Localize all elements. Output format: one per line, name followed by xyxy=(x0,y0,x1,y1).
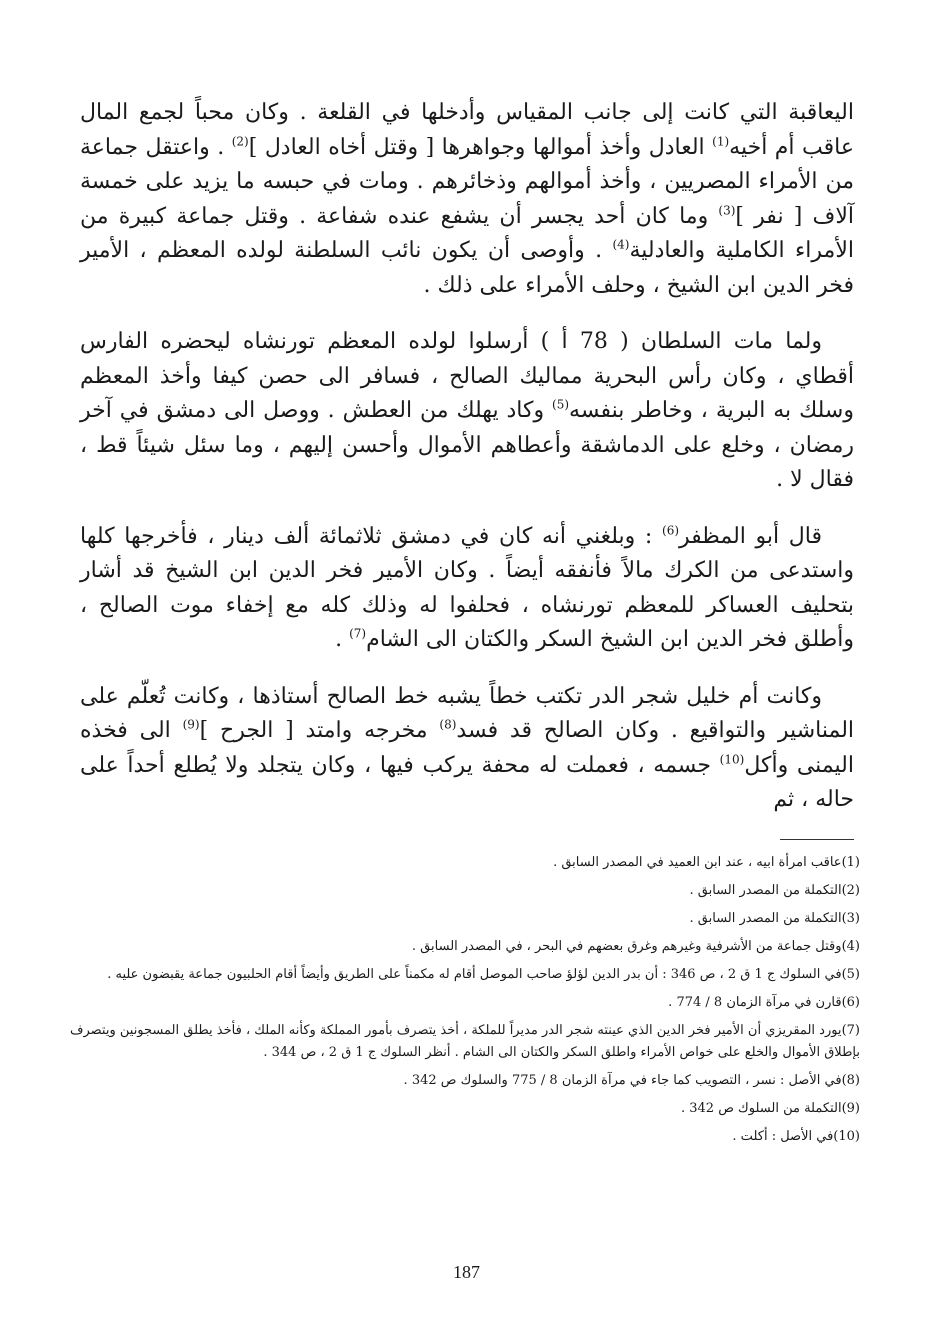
paragraph xyxy=(80,520,854,658)
footnote xyxy=(70,964,860,986)
footnote-number: (2) xyxy=(841,883,860,898)
footnote-ref: (2) xyxy=(231,134,249,149)
footnote-text: عاقب امرأة ابيه ، عند ابن العميد في المصدر السابق . xyxy=(553,855,842,870)
main-text xyxy=(80,96,854,818)
footnote xyxy=(70,852,860,874)
footnote-ref: (4) xyxy=(612,237,630,252)
footnote-text: التكملة من السلوك ص 342 . xyxy=(680,1100,842,1116)
footnote xyxy=(70,1126,860,1148)
footnote-ref: (3) xyxy=(718,203,736,218)
text-run: وكانت أم خليل شجر الدر تكتب خطاً يشبه خط الصالح أستاذها ، وكانت تُعلّم على المناشير والتواقيع . وكان الصالح قد فسد xyxy=(80,683,855,743)
text-run: : وبلغني أنه كان في دمشق ثلاثمائة ألف دينار ، فأخرجها كلها واستدعى من الكرك مالاً فأنفقه أيضاً . وكان الأمير فخر الدين ابن الشيخ قد أشار بتحليف العساكر للمعظم تورنشاه ، فحلفوا له وذلك كله مع إخفاء موت الصالح ، وأطلق فخر الدين ابن الشيخ السكر والكتان الى الشام xyxy=(80,523,854,652)
text-run: العادل وأخذ أموالها وجواهرها [ وقتل أخاه العادل ] xyxy=(248,134,713,160)
footnote-number: (1) xyxy=(841,855,860,870)
footnote-ref: (5) xyxy=(552,397,570,412)
footnote xyxy=(70,880,860,902)
text-run: وما كان أحد يجسر أن يشفع عنده شفاعة . وقتل جماعة كبيرة من الأمراء الكاملية والعادلية xyxy=(80,203,854,263)
footnote-text: وقتل جماعة من الأشرفية وغيرهم وغرق بعضهم في البحر ، في المصدر السابق . xyxy=(411,939,842,954)
footnote-ref: (7) xyxy=(349,626,367,641)
footnote-number: (8) xyxy=(841,1072,860,1088)
footnote-number: (4) xyxy=(841,939,860,954)
text-run: اليعاقبة التي كانت إلى جانب المقياس وأدخلها في القلعة . وكان محباً لجمع المال عاقب أم أخيه xyxy=(80,100,854,160)
paragraph xyxy=(80,325,854,498)
footnote xyxy=(70,1098,860,1120)
footnote-ref: (9) xyxy=(182,717,200,732)
footnotes xyxy=(70,852,860,1154)
text-run: الى فخذه اليمنى وأكل xyxy=(80,718,854,778)
footnote xyxy=(70,992,860,1014)
text-run: . وأوصى أن يكون نائب السلطنة لولده المعظم ، الأمير فخر الدين ابن الشيخ ، وحلف الأمراء على ذلك . xyxy=(80,238,854,298)
footnote xyxy=(70,1070,860,1092)
footnote xyxy=(70,1020,860,1063)
footnote-ref: (6) xyxy=(662,523,680,538)
text-run: ولما مات السلطان ( 78 أ ) أرسلوا لولده المعظم تورنشاه ليحضره الفارس أقطاي ، وكان رأس البحرية مماليك الصالح ، فسافر الى حصن كيفا وأخذ المعظم وسلك به البرية ، وخاطر بنفسه xyxy=(80,329,854,423)
footnote-text: يورد المقريزي أن الأمير فخر الدين الذي عينته شجر الدر مديراً للملكة ، أخذ يتصرف بأمور المملكة وكأنه الملك ، فأخذ يطلق المسجونين ويتصرف بإطلاق الأموال والخلع على خواص الأمراء واطلق السكر والكتان الى الشام . أنظر السلوك ج 1 ق 2 ، ص 344 . xyxy=(70,1023,860,1060)
footnote-ref: (8) xyxy=(439,717,457,732)
footnote-text: التكملة من المصدر السابق . xyxy=(689,883,842,898)
footnote-ref: (10) xyxy=(719,752,745,767)
page-number: 187 xyxy=(453,1262,480,1282)
footnote-text: قارن في مرآة الزمان 8 / 774 . xyxy=(668,995,842,1010)
footnote-number: (6) xyxy=(841,995,860,1010)
footnote-ref: (1) xyxy=(712,134,730,149)
footnote-number: (5) xyxy=(841,967,860,982)
text-run: . xyxy=(335,627,350,652)
footnote-number: (10) xyxy=(833,1128,860,1144)
body-text xyxy=(80,96,854,818)
footnote-number: (7) xyxy=(841,1023,860,1038)
footnote-number: (9) xyxy=(841,1100,860,1116)
footnote xyxy=(70,908,860,930)
text-run: . واعتقل جماعة من الأمراء المصريين ، وأخذ أموالهم وذخائرهم . ومات في حبسه ما يزيد على خمسة آلاف [ نفر ] xyxy=(80,134,854,229)
footnote xyxy=(70,936,860,958)
footnote-text: في السلوك ج 1 ق 2 ، ص 346 : أن بدر الدين لؤلؤ صاحب الموصل أقام له مكمناً على الطريق وأيضاً أقام الحلبيون جماعة يقبضون عليه . xyxy=(107,967,842,982)
paragraph xyxy=(80,96,854,303)
text-run: وكاد يهلك من العطش . ووصل الى دمشق في آخر رمضان ، وخلع على الدماشقة وأعطاهم الأموال وأحسن إليهم ، وما سئل شيئاً قط ، فقال لا . xyxy=(80,398,854,492)
footnote-separator xyxy=(780,839,854,840)
paragraph xyxy=(80,680,854,818)
footnote-text: التكملة من المصدر السابق . xyxy=(689,911,842,926)
text-run: جسمه ، فعملت له محفة يركب فيها ، وكان يتجلد ولا يُطلع أحداً على حاله ، ثم xyxy=(80,752,854,812)
footnote-text: في الأصل : نسر ، التصويب كما جاء في مرآة الزمان 8 / 775 والسلوك ص 342 . xyxy=(403,1072,842,1088)
footnote-number: (3) xyxy=(841,911,860,926)
footnote-text: في الأصل : أكلت . xyxy=(732,1128,834,1144)
text-run: مخرجه وامتد [ الجرح ] xyxy=(199,718,440,743)
text-run: قال أبو المظفر xyxy=(679,523,823,549)
